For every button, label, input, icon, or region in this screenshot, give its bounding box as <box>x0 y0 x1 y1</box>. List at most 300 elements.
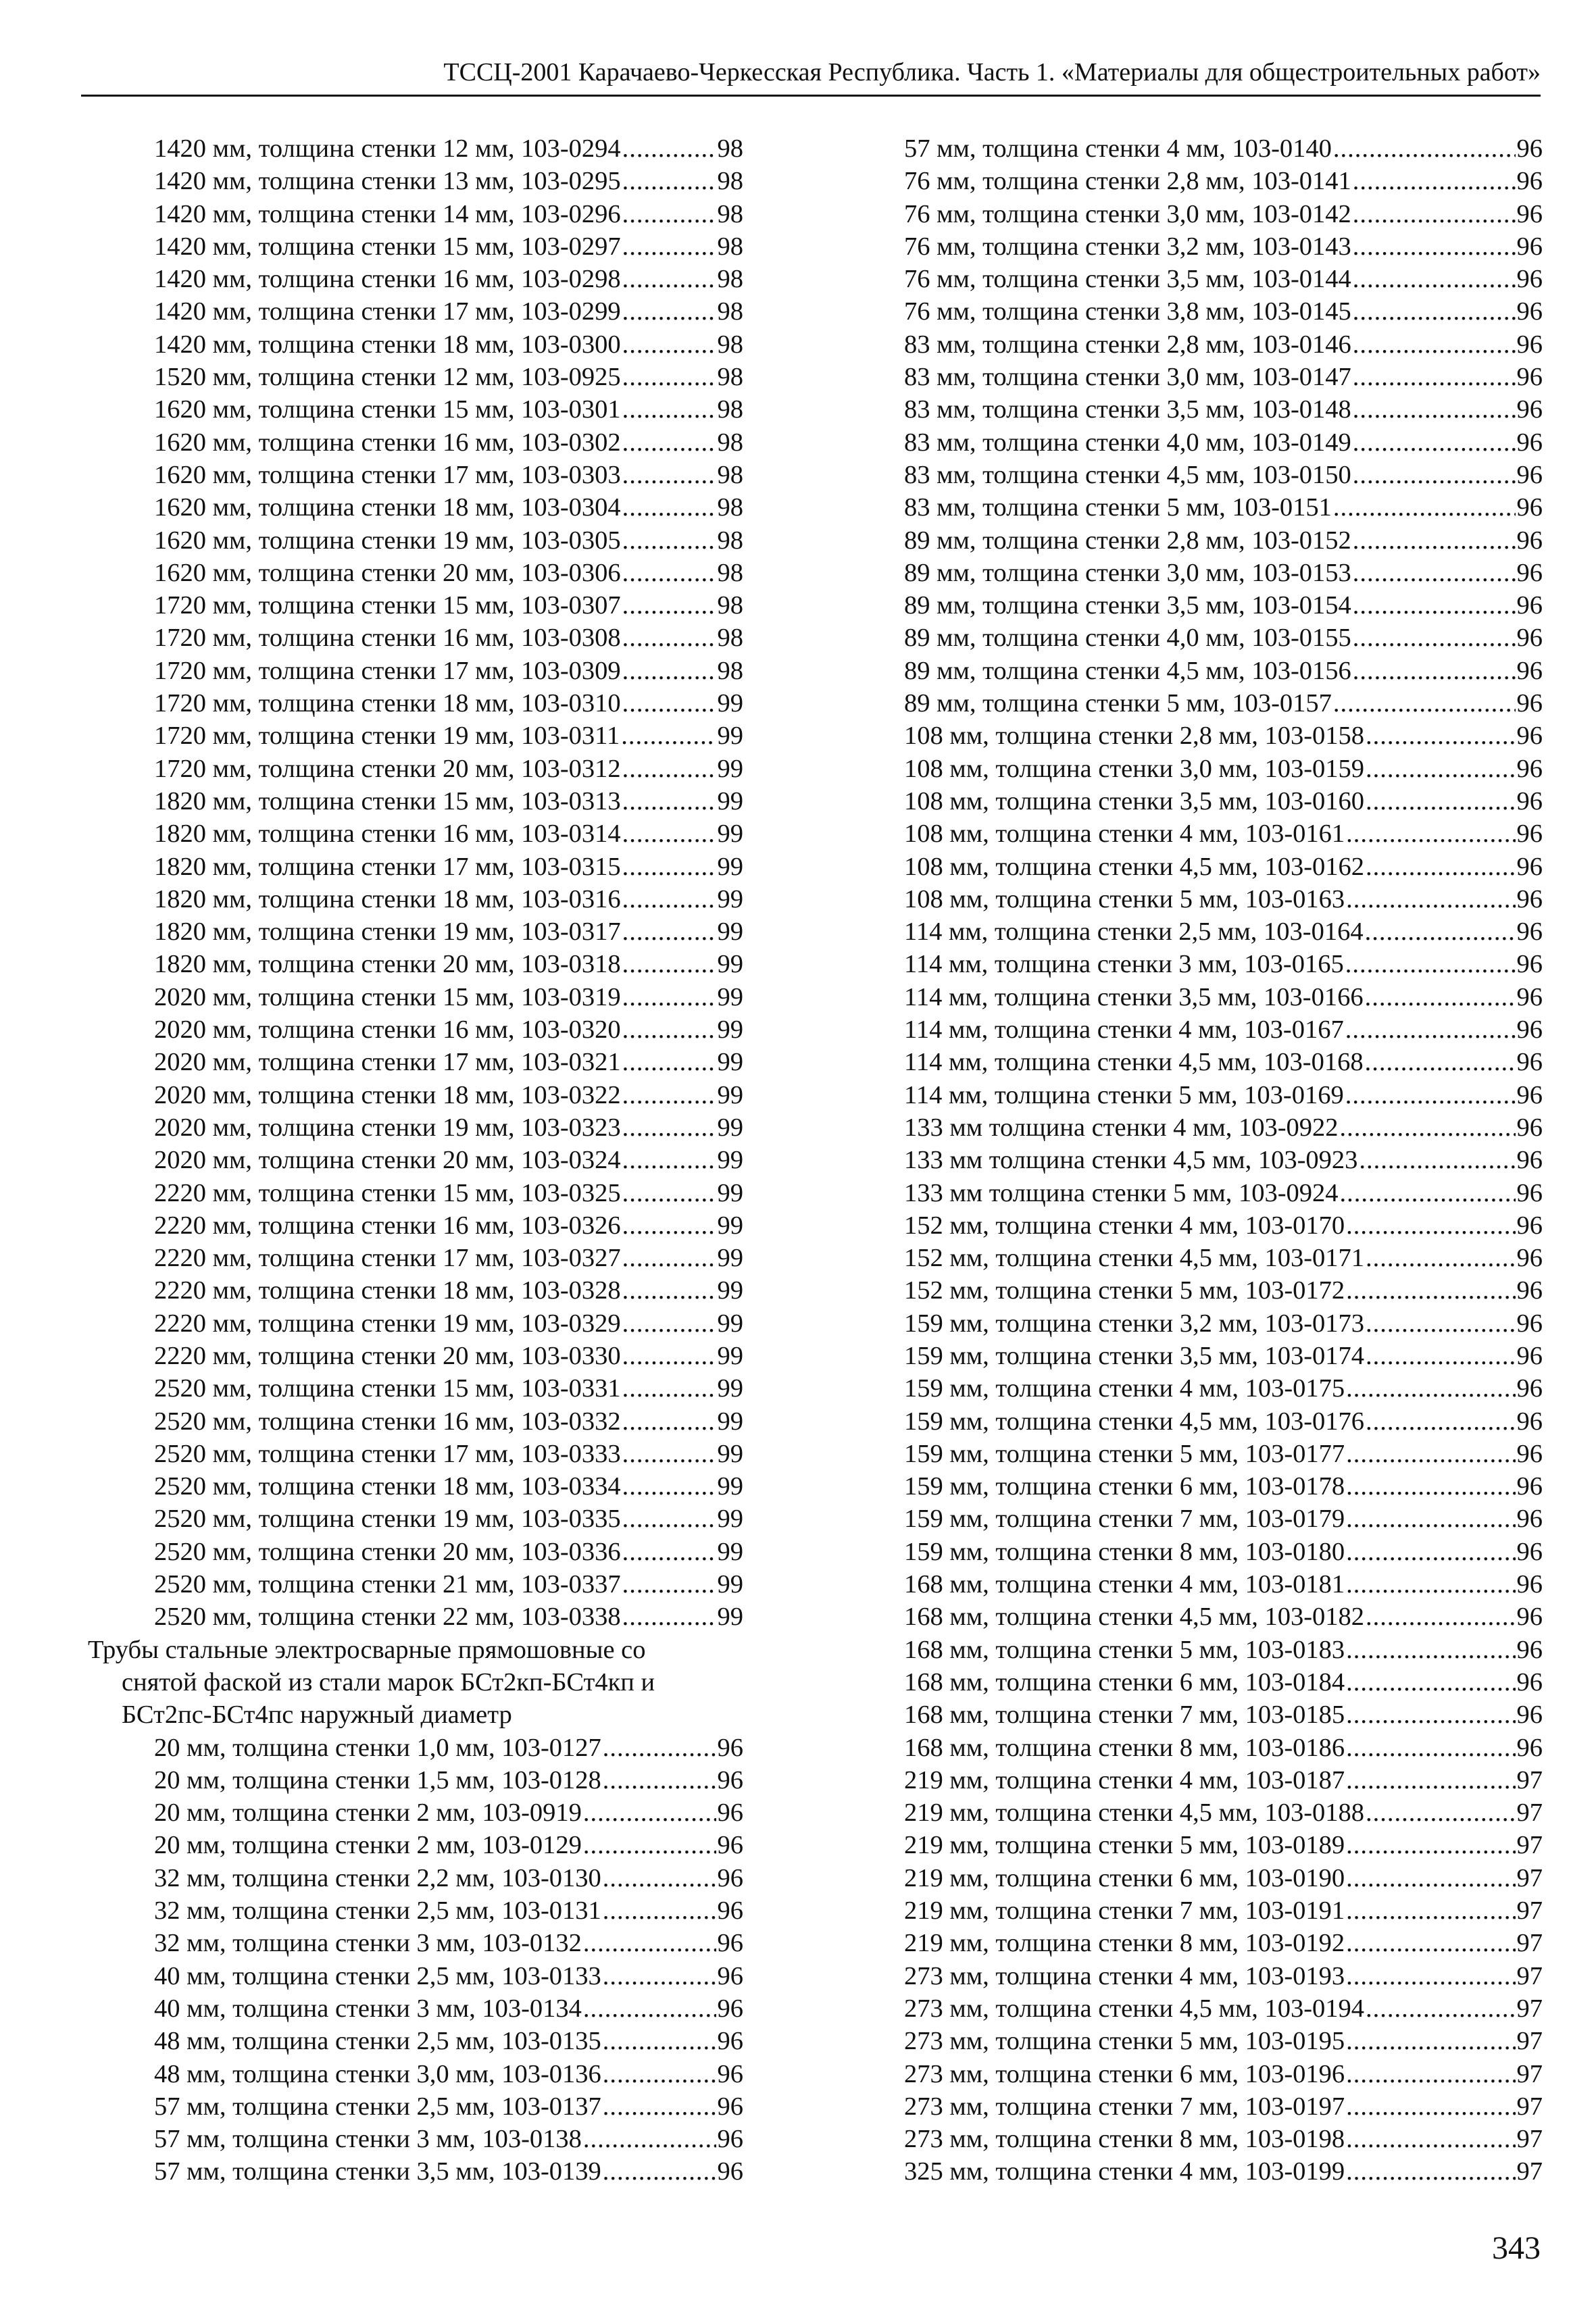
index-entry <box>81 1405 743 1438</box>
entry-page-number: 99 <box>717 1211 743 1240</box>
index-entry <box>904 263 1543 295</box>
dot-leader <box>1366 851 1515 883</box>
entry-text: 57 мм, толщина стенки 3 мм, 103-0138 <box>154 2125 582 2154</box>
index-entry <box>81 2090 743 2123</box>
entry-text: 273 мм, толщина стенки 8 мм, 103-0198 <box>904 2125 1345 2154</box>
dot-leader <box>622 981 716 1013</box>
dot-leader <box>1366 753 1515 785</box>
entry-page-number: 96 <box>1516 558 1543 587</box>
entry-text: 2220 мм, толщина стенки 17 мм, 103-0327 <box>154 1244 621 1273</box>
index-entry <box>904 818 1543 850</box>
entry-page-number: 96 <box>1516 754 1543 783</box>
dot-leader <box>1333 132 1516 165</box>
entry-page-number: 96 <box>1516 689 1543 718</box>
index-entry <box>904 720 1543 752</box>
entry-page-number: 96 <box>1516 1146 1543 1175</box>
entry-text: 48 мм, толщина стенки 3,0 мм, 103-0136 <box>154 2059 601 2088</box>
dot-leader <box>1353 328 1516 361</box>
index-entry <box>81 1764 743 1796</box>
dot-leader <box>1359 1144 1515 1176</box>
entry-page-number: 96 <box>1516 526 1543 555</box>
entry-page-number: 96 <box>1516 786 1543 815</box>
index-entry <box>904 1992 1543 2025</box>
index-entry <box>81 1144 743 1176</box>
index-entry <box>904 1732 1543 1764</box>
dot-leader <box>622 883 716 915</box>
dot-leader <box>622 622 716 654</box>
index-entry <box>904 295 1543 328</box>
dot-leader <box>1346 1209 1515 1242</box>
entry-text: 1720 мм, толщина стенки 16 мм, 103-0308 <box>154 624 621 653</box>
entry-text: 2220 мм, толщина стенки 19 мм, 103-0329 <box>154 1309 621 1338</box>
dot-leader <box>603 1894 716 1927</box>
dot-leader <box>1353 198 1516 230</box>
entry-page-number: 99 <box>717 852 743 881</box>
entry-text: 168 мм, толщина стенки 8 мм, 103-0186 <box>904 1733 1345 1762</box>
entry-page-number: 99 <box>717 1015 743 1045</box>
dot-leader <box>583 1796 716 1829</box>
dot-leader <box>622 1242 716 1274</box>
entry-page-number: 98 <box>717 167 743 196</box>
entry-text: 108 мм, толщина стенки 3,0 мм, 103-0159 <box>904 754 1365 783</box>
entry-text: 83 мм, толщина стенки 3,5 мм, 103-0148 <box>904 395 1351 424</box>
entry-page-number: 96 <box>1516 1211 1543 1240</box>
entry-text: 1620 мм, толщина стенки 17 мм, 103-0303 <box>154 460 621 489</box>
entry-text: 2520 мм, толщина стенки 21 мм, 103-0337 <box>154 1570 621 1599</box>
index-entry <box>904 1177 1543 1209</box>
entry-text: 1820 мм, толщина стенки 16 мм, 103-0314 <box>154 820 621 849</box>
index-entry <box>81 1992 743 2025</box>
entry-text: 108 мм, толщина стенки 4 мм, 103-0161 <box>904 820 1345 849</box>
entry-page-number: 99 <box>717 820 743 849</box>
entry-page-number: 99 <box>717 754 743 783</box>
entry-page-number: 96 <box>1516 460 1543 489</box>
dot-leader <box>1346 1927 1515 1959</box>
dot-leader <box>1353 165 1516 197</box>
entry-text: 1420 мм, толщина стенки 15 мм, 103-0297 <box>154 232 621 261</box>
entry-text: 40 мм, толщина стенки 3 мм, 103-0134 <box>154 1994 582 2023</box>
dot-leader <box>583 2123 716 2155</box>
dot-leader <box>1346 1829 1515 1861</box>
entry-page-number: 96 <box>1516 493 1543 522</box>
index-entry <box>81 1536 743 1568</box>
entry-text: 133 мм толщина стенки 4 мм, 103-0922 <box>904 1113 1339 1142</box>
entry-text: 2020 мм, толщина стенки 20 мм, 103-0324 <box>154 1146 621 1175</box>
dot-leader <box>1353 459 1516 491</box>
entry-text: 1420 мм, толщина стенки 18 мм, 103-0300 <box>154 330 621 359</box>
entry-page-number: 98 <box>717 591 743 620</box>
dot-leader <box>603 1732 716 1764</box>
index-entry <box>904 459 1543 491</box>
dot-leader <box>622 1111 716 1144</box>
index-entry <box>81 1438 743 1470</box>
entry-page-number: 97 <box>1516 2027 1543 2056</box>
dot-leader <box>1353 655 1516 687</box>
section-heading <box>81 1634 743 1732</box>
index-entry <box>904 230 1543 263</box>
index-entry <box>904 1242 1543 1274</box>
dot-leader <box>622 361 716 393</box>
index-entry <box>904 1862 1543 1894</box>
entry-text: 273 мм, толщина стенки 7 мм, 103-0197 <box>904 2092 1345 2121</box>
entry-text: 32 мм, толщина стенки 2,2 мм, 103-0130 <box>154 1863 601 1892</box>
dot-leader <box>1333 687 1516 720</box>
entry-text: 2220 мм, толщина стенки 15 мм, 103-0325 <box>154 1178 621 1207</box>
index-entry <box>81 1013 743 1046</box>
dot-leader <box>1353 557 1516 589</box>
entry-page-number: 96 <box>1516 297 1543 326</box>
entry-page-number: 98 <box>717 297 743 326</box>
index-entry <box>81 1568 743 1601</box>
entry-text: 76 мм, толщина стенки 3,5 мм, 103-0144 <box>904 265 1351 294</box>
entry-page-number: 99 <box>717 1570 743 1599</box>
entry-text: 273 мм, толщина стенки 5 мм, 103-0195 <box>904 2027 1345 2056</box>
entry-page-number: 99 <box>717 1439 743 1468</box>
entry-page-number: 96 <box>1516 1537 1543 1566</box>
entry-text: 159 мм, толщина стенки 7 мм, 103-0179 <box>904 1505 1345 1534</box>
entry-page-number: 96 <box>717 1733 743 1762</box>
index-entry <box>904 655 1543 687</box>
index-entry <box>904 165 1543 197</box>
dot-leader <box>622 1046 716 1078</box>
entry-page-number: 96 <box>1516 1472 1543 1501</box>
index-entry <box>904 1079 1543 1111</box>
entry-page-number: 97 <box>1516 2157 1543 2186</box>
dot-leader <box>583 1829 716 1861</box>
dot-leader <box>1346 2123 1515 2155</box>
entry-page-number: 99 <box>717 1309 743 1338</box>
entry-text: 168 мм, толщина стенки 5 мм, 103-0183 <box>904 1635 1345 1664</box>
index-entry <box>904 687 1543 720</box>
entry-page-number: 96 <box>1516 1407 1543 1436</box>
dot-leader <box>1346 1503 1515 1535</box>
entry-page-number: 99 <box>717 786 743 815</box>
entry-page-number: 96 <box>717 1994 743 2023</box>
index-entry <box>904 1764 1543 1796</box>
entry-text: 76 мм, толщина стенки 3,0 мм, 103-0142 <box>904 199 1351 228</box>
index-entry <box>904 1470 1543 1503</box>
entry-text: 83 мм, толщина стенки 3,0 мм, 103-0147 <box>904 363 1351 392</box>
entry-text: 1420 мм, толщина стенки 13 мм, 103-0295 <box>154 167 621 196</box>
entry-page-number: 96 <box>1516 852 1543 881</box>
entry-page-number: 96 <box>1516 1015 1543 1045</box>
entry-text: 57 мм, толщина стенки 4 мм, 103-0140 <box>904 134 1332 163</box>
dot-leader <box>1346 1438 1515 1470</box>
index-entry <box>904 2090 1543 2123</box>
dot-leader <box>1346 1894 1515 1927</box>
entry-text: 114 мм, толщина стенки 4,5 мм, 103-0168 <box>904 1048 1364 1077</box>
index-entry <box>904 132 1543 165</box>
entry-page-number: 99 <box>717 1146 743 1175</box>
dot-leader <box>622 263 716 295</box>
entry-page-number: 97 <box>1516 2092 1543 2121</box>
entry-page-number: 96 <box>1516 1080 1543 1109</box>
entry-page-number: 96 <box>1516 1113 1543 1142</box>
index-column-left <box>81 132 743 2188</box>
dot-leader <box>622 1274 716 1307</box>
entry-text: 168 мм, толщина стенки 6 мм, 103-0184 <box>904 1667 1345 1696</box>
index-entry <box>904 1536 1543 1568</box>
index-entry <box>81 1601 743 1633</box>
entry-text: 325 мм, толщина стенки 4 мм, 103-0199 <box>904 2157 1345 2186</box>
dot-leader <box>622 393 716 426</box>
index-entry <box>81 1732 743 1764</box>
entry-page-number: 99 <box>717 1178 743 1207</box>
index-entry <box>81 1209 743 1242</box>
entry-page-number: 96 <box>717 2027 743 2056</box>
entry-page-number: 99 <box>717 1472 743 1501</box>
entry-list-left-top <box>81 132 743 1634</box>
entry-page-number: 96 <box>1516 1244 1543 1273</box>
index-entry <box>81 915 743 948</box>
dot-leader <box>1346 2025 1515 2057</box>
entry-text: 57 мм, толщина стенки 2,5 мм, 103-0137 <box>154 2092 601 2121</box>
dot-leader <box>1353 263 1516 295</box>
index-entry <box>81 1796 743 1829</box>
entry-text: 108 мм, толщина стенки 3,5 мм, 103-0160 <box>904 786 1365 815</box>
entry-page-number: 99 <box>717 722 743 751</box>
entry-page-number: 96 <box>1516 982 1543 1011</box>
entry-page-number: 96 <box>717 1896 743 1926</box>
entry-page-number: 96 <box>1516 1701 1543 1730</box>
dot-leader <box>622 1601 716 1633</box>
index-entry <box>81 948 743 980</box>
index-entry <box>81 230 743 263</box>
dot-leader <box>1366 1796 1515 1829</box>
entry-page-number: 96 <box>1516 1341 1543 1370</box>
section-heading-line: Трубы стальные электросварные прямошовные со <box>88 1635 646 1664</box>
index-entry <box>81 622 743 654</box>
entry-page-number: 98 <box>717 265 743 294</box>
entry-page-number: 96 <box>1516 950 1543 979</box>
entry-page-number: 99 <box>717 1113 743 1142</box>
entry-text: 89 мм, толщина стенки 5 мм, 103-0157 <box>904 689 1332 718</box>
entry-text: 159 мм, толщина стенки 8 мм, 103-0180 <box>904 1537 1345 1566</box>
dot-leader <box>622 1372 716 1405</box>
entry-page-number: 96 <box>1516 395 1543 424</box>
entry-text: 219 мм, толщина стенки 7 мм, 103-0191 <box>904 1896 1345 1926</box>
entry-page-number: 99 <box>717 1341 743 1370</box>
section-heading-line: БСт2пс-БСт4пс наружный диаметр <box>122 1701 512 1730</box>
entry-page-number: 96 <box>1516 591 1543 620</box>
entry-page-number: 99 <box>717 950 743 979</box>
dot-leader <box>1333 491 1516 524</box>
index-entry <box>904 393 1543 426</box>
entry-text: 1420 мм, толщина стенки 14 мм, 103-0296 <box>154 199 621 228</box>
entry-page-number: 99 <box>717 884 743 913</box>
entry-text: 2520 мм, толщина стенки 16 мм, 103-0332 <box>154 1407 621 1436</box>
dot-leader <box>1353 361 1516 393</box>
dot-leader <box>622 132 716 165</box>
index-entry <box>81 426 743 459</box>
dot-leader <box>1366 1601 1515 1633</box>
entry-page-number: 96 <box>717 1863 743 1892</box>
index-entry <box>904 1013 1543 1046</box>
entry-page-number: 98 <box>717 656 743 685</box>
entry-text: 1420 мм, толщина стенки 17 мм, 103-0299 <box>154 297 621 326</box>
entry-page-number: 99 <box>717 982 743 1011</box>
entry-page-number: 96 <box>1516 1178 1543 1207</box>
dot-leader <box>1346 2155 1515 2188</box>
entry-text: 159 мм, толщина стенки 6 мм, 103-0178 <box>904 1472 1345 1501</box>
entry-text: 89 мм, толщина стенки 4,5 мм, 103-0156 <box>904 656 1351 685</box>
dot-leader <box>1366 785 1515 818</box>
entry-text: 20 мм, толщина стенки 2 мм, 103-0919 <box>154 1799 582 1828</box>
entry-page-number: 99 <box>717 689 743 718</box>
entry-page-number: 97 <box>1516 1961 1543 1990</box>
index-entry <box>904 557 1543 589</box>
entry-page-number: 98 <box>717 363 743 392</box>
entry-text: 20 мм, толщина стенки 2 мм, 103-0129 <box>154 1831 582 1860</box>
dot-leader <box>603 2155 716 2188</box>
dot-leader <box>622 1144 716 1176</box>
entry-page-number: 96 <box>1516 167 1543 196</box>
entry-page-number: 96 <box>1516 363 1543 392</box>
entry-text: 20 мм, толщина стенки 1,0 мм, 103-0127 <box>154 1733 601 1762</box>
dot-leader <box>1340 1177 1516 1209</box>
index-entry <box>904 1927 1543 1959</box>
index-entry <box>81 1960 743 1992</box>
index-entry <box>904 981 1543 1013</box>
entry-text: 2520 мм, толщина стенки 20 мм, 103-0336 <box>154 1537 621 1566</box>
entry-text: 114 мм, толщина стенки 2,5 мм, 103-0164 <box>904 917 1364 947</box>
index-entry <box>904 361 1543 393</box>
entry-text: 133 мм толщина стенки 4,5 мм, 103-0923 <box>904 1146 1358 1175</box>
entry-text: 2020 мм, толщина стенки 15 мм, 103-0319 <box>154 982 621 1011</box>
index-entry <box>904 2025 1543 2057</box>
index-entry <box>904 589 1543 622</box>
index-entry <box>81 1307 743 1340</box>
dot-leader <box>1346 2058 1515 2090</box>
index-column-right <box>904 132 1543 2188</box>
entry-page-number: 99 <box>717 1603 743 1632</box>
index-entry <box>81 361 743 393</box>
dot-leader <box>1366 1307 1515 1340</box>
entry-text: 159 мм, толщина стенки 3,5 мм, 103-0174 <box>904 1341 1365 1370</box>
entry-text: 273 мм, толщина стенки 6 мм, 103-0196 <box>904 2059 1345 2088</box>
entry-text: 1820 мм, толщина стенки 17 мм, 103-0315 <box>154 852 621 881</box>
entry-text: 89 мм, толщина стенки 2,8 мм, 103-0152 <box>904 526 1351 555</box>
entry-text: 219 мм, толщина стенки 8 мм, 103-0192 <box>904 1929 1345 1958</box>
entry-page-number: 96 <box>1516 1635 1543 1664</box>
dot-leader <box>603 1960 716 1992</box>
dot-leader <box>622 1209 716 1242</box>
dot-leader <box>622 655 716 687</box>
dot-leader <box>1346 1666 1515 1699</box>
dot-leader <box>1346 1470 1515 1503</box>
entry-text: 1720 мм, толщина стенки 18 мм, 103-0310 <box>154 689 621 718</box>
index-entry <box>81 818 743 850</box>
index-entry <box>81 1177 743 1209</box>
dot-leader <box>621 720 716 752</box>
index-entry <box>81 1242 743 1274</box>
index-entry <box>904 1601 1543 1633</box>
entry-page-number: 97 <box>1516 1799 1543 1828</box>
entry-text: 32 мм, толщина стенки 2,5 мм, 103-0131 <box>154 1896 601 1926</box>
entry-text: 40 мм, толщина стенки 2,5 мм, 103-0133 <box>154 1961 601 1990</box>
entry-page-number: 97 <box>1516 2059 1543 2088</box>
index-entry <box>81 1372 743 1405</box>
index-entry <box>81 851 743 883</box>
index-entry <box>81 1927 743 1959</box>
dot-leader <box>622 1405 716 1438</box>
section-heading-line: снятой фаской из стали марок БСт2кп-БСт4кп и <box>122 1667 655 1696</box>
index-entry <box>81 1894 743 1927</box>
dot-leader <box>1345 948 1516 980</box>
entry-text: 48 мм, толщина стенки 2,5 мм, 103-0135 <box>154 2027 601 2056</box>
dot-leader <box>622 1470 716 1503</box>
entry-page-number: 96 <box>1516 1570 1543 1599</box>
dot-leader <box>1346 1372 1515 1405</box>
entry-text: 83 мм, толщина стенки 4,5 мм, 103-0150 <box>904 460 1351 489</box>
dot-leader <box>622 459 716 491</box>
entry-page-number: 98 <box>717 232 743 261</box>
entry-text: 1820 мм, толщина стенки 18 мм, 103-0316 <box>154 884 621 913</box>
dot-leader <box>622 687 716 720</box>
index-entry <box>81 459 743 491</box>
dot-leader <box>1353 295 1516 328</box>
dot-leader <box>1366 1242 1515 1274</box>
index-entry <box>81 198 743 230</box>
dot-leader <box>622 818 716 850</box>
entry-text: 1820 мм, толщина стенки 15 мм, 103-0313 <box>154 786 621 815</box>
entry-text: 83 мм, толщина стенки 5 мм, 103-0151 <box>904 493 1332 522</box>
index-entry <box>81 263 743 295</box>
entry-page-number: 97 <box>1516 1896 1543 1926</box>
dot-leader <box>1353 622 1516 654</box>
entry-text: 89 мм, толщина стенки 3,5 мм, 103-0154 <box>904 591 1351 620</box>
dot-leader <box>622 1177 716 1209</box>
entry-text: 108 мм, толщина стенки 5 мм, 103-0163 <box>904 884 1345 913</box>
index-entry <box>81 687 743 720</box>
index-entry <box>904 1503 1543 1535</box>
dot-leader <box>1353 230 1516 263</box>
entry-text: 114 мм, толщина стенки 5 мм, 103-0169 <box>904 1080 1344 1109</box>
index-entry <box>904 328 1543 361</box>
index-entry <box>81 393 743 426</box>
entry-page-number: 97 <box>1516 1831 1543 1860</box>
entry-text: 168 мм, толщина стенки 4 мм, 103-0181 <box>904 1570 1345 1599</box>
index-entry <box>904 1340 1543 1372</box>
dot-leader <box>622 785 716 818</box>
entry-text: 273 мм, толщина стенки 4 мм, 103-0193 <box>904 1961 1345 1990</box>
dot-leader <box>622 1503 716 1535</box>
index-entry <box>904 1046 1543 1078</box>
index-entry <box>904 753 1543 785</box>
index-entry <box>904 1666 1543 1699</box>
entry-page-number: 96 <box>717 2059 743 2088</box>
entry-text: 89 мм, толщина стенки 4,0 мм, 103-0155 <box>904 624 1351 653</box>
dot-leader <box>583 1927 716 1959</box>
index-entry <box>904 1274 1543 1307</box>
index-entry <box>904 1634 1543 1666</box>
entry-page-number: 99 <box>717 1537 743 1566</box>
entry-text: 152 мм, толщина стенки 4 мм, 103-0170 <box>904 1211 1345 1240</box>
entry-text: 2520 мм, толщина стенки 17 мм, 103-0333 <box>154 1439 621 1468</box>
index-entry <box>904 1438 1543 1470</box>
entry-page-number: 98 <box>717 526 743 555</box>
dot-leader <box>622 198 716 230</box>
dot-leader <box>622 753 716 785</box>
entry-page-number: 97 <box>1516 1765 1543 1794</box>
entry-text: 1620 мм, толщина стенки 15 мм, 103-0301 <box>154 395 621 424</box>
entry-page-number: 96 <box>1516 820 1543 849</box>
entry-page-number: 96 <box>717 1765 743 1794</box>
dot-leader <box>1346 1862 1515 1894</box>
dot-leader <box>603 2025 716 2057</box>
entry-page-number: 98 <box>717 624 743 653</box>
dot-leader <box>1346 1274 1515 1307</box>
